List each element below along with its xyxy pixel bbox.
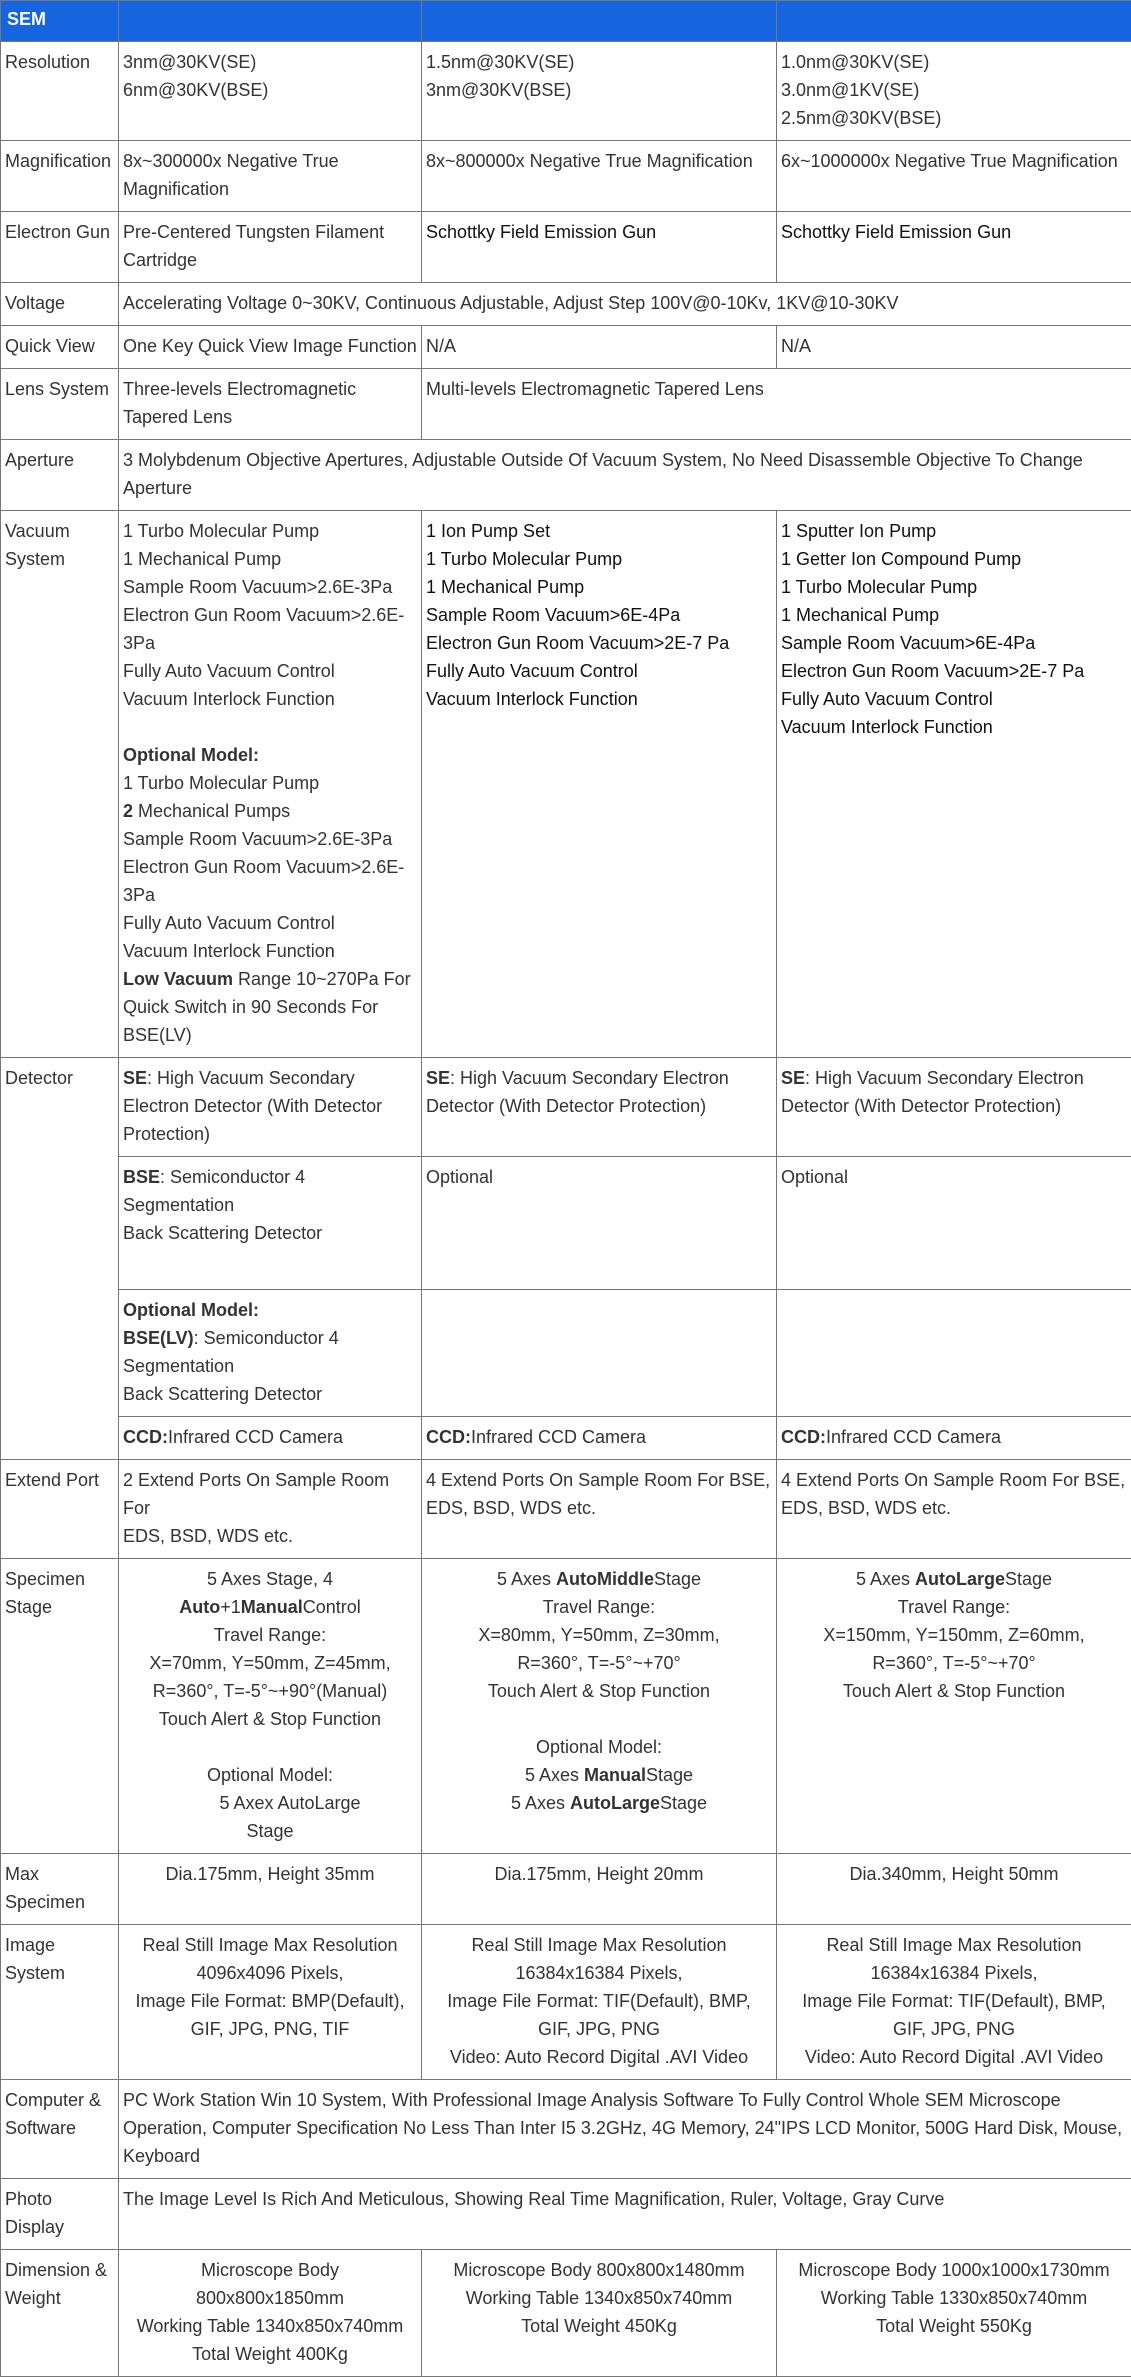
cell-model-1: 5 Axes Stage, 4 Auto+1ManualControl Travel Range: X=70mm, Y=50mm, Z=45mm, R=360°, T=-5°~+90°(Manual) Touch Alert & Stop Function Optional Model: 5 Axex AutoLarge Stage	[119, 1559, 422, 1854]
row-label: Aperture	[1, 440, 119, 511]
cell-model-2	[422, 1290, 777, 1417]
row-label: Lens System	[1, 369, 119, 440]
cell-model-1: Three-levels Electromagnetic Tapered Lens	[119, 369, 422, 440]
row-label: Detector	[1, 1058, 119, 1460]
cell-model-2: 5 Axes AutoMiddleStage Travel Range: X=80mm, Y=50mm, Z=30mm, R=360°, T=-5°~+70° Touch Alert & Stop Function Optional Model: 5 Axes ManualStage 5 Axes AutoLargeStage	[422, 1559, 777, 1854]
cell-model-3: Dia.340mm, Height 50mm	[777, 1854, 1131, 1925]
header-cell	[777, 1, 1131, 42]
cell-model-3: 5 Axes AutoLargeStage Travel Range: X=150mm, Y=150mm, Z=60mm, R=360°, T=-5°~+70° Touch Alert & Stop Function	[777, 1559, 1131, 1854]
cell-model-1: CCD:Infrared CCD Camera	[119, 1417, 422, 1460]
row-label: Resolution	[1, 42, 119, 141]
cell-model-3: N/A	[777, 326, 1131, 369]
cell-model-2: Dia.175mm, Height 20mm	[422, 1854, 777, 1925]
row-dimension-weight	[1, 2250, 1131, 2377]
cell-model-3: 1.0nm@30KV(SE) 3.0nm@1KV(SE) 2.5nm@30KV(BSE)	[777, 42, 1131, 141]
cell-all-models: Accelerating Voltage 0~30KV, Continuous Adjustable, Adjust Step 100V@0-10Kv, 1KV@10-30KV	[119, 283, 1131, 326]
row-quick-view	[1, 326, 1131, 369]
cell-model-2: Microscope Body 800x800x1480mm Working Table 1340x850x740mm Total Weight 450Kg	[422, 2250, 777, 2377]
cell-model-3: CCD:Infrared CCD Camera	[777, 1417, 1131, 1460]
row-detector-se	[1, 1058, 1131, 1157]
cell-model-2: 8x~800000x Negative True Magnification	[422, 141, 777, 212]
cell-model-2: 1 Ion Pump Set 1 Turbo Molecular Pump 1 Mechanical Pump Sample Room Vacuum>6E-4Pa Electron Gun Room Vacuum>2E-7 Pa Fully Auto Vacuum Control Vacuum Interlock Function	[422, 511, 777, 1058]
cell-model-1: 3nm@30KV(SE) 6nm@30KV(BSE)	[119, 42, 422, 141]
cell-all-models: 3 Molybdenum Objective Apertures, Adjustable Outside Of Vacuum System, No Need Disassemble Objective To Change Aperture	[119, 440, 1131, 511]
row-vacuum-system	[1, 511, 1131, 1058]
cell-model-1: 8x~300000x Negative True Magnification	[119, 141, 422, 212]
row-resolution	[1, 42, 1131, 141]
cell-all-models: PC Work Station Win 10 System, With Professional Image Analysis Software To Fully Control Whole SEM Microscope Operation, Computer Specification No Less Than Inter I5 3.2GHz, 4G Memory, 24"IPS LCD Monitor, 500G Hard Disk, Mouse, Keyboard	[119, 2080, 1131, 2179]
cell-model-1: One Key Quick View Image Function	[119, 326, 422, 369]
header-cell	[422, 1, 777, 42]
row-lens-system	[1, 369, 1131, 440]
row-label: Vacuum System	[1, 511, 119, 1058]
row-max-specimen	[1, 1854, 1131, 1925]
header-title: SEM	[1, 1, 119, 42]
cell-model-2: Schottky Field Emission Gun	[422, 212, 777, 283]
cell-model-3: Optional	[777, 1157, 1131, 1290]
row-magnification	[1, 141, 1131, 212]
row-aperture	[1, 440, 1131, 511]
cell-model-3: SE: High Vacuum Secondary Electron Detector (With Detector Protection)	[777, 1058, 1131, 1157]
cell-model-1: Microscope Body 800x800x1850mm Working Table 1340x850x740mm Total Weight 400Kg	[119, 2250, 422, 2377]
cell-model-1: 1 Turbo Molecular Pump 1 Mechanical Pump Sample Room Vacuum>2.6E-3Pa Electron Gun Room Vacuum>2.6E-3Pa Fully Auto Vacuum Control Vacuum Interlock Function Optional Model: 1 Turbo Molecular Pump 2 Mechanical Pumps Sample Room Vacuum>2.6E-3Pa Electron Gun Room Vacuum>2.6E-3Pa Fully Auto Vacuum Control Vacuum Interlock Function Low Vacuum Range 10~270Pa For Quick Switch in 90 Seconds For BSE(LV)	[119, 511, 422, 1058]
cell-model-1: BSE: Semiconductor 4 Segmentation Back Scattering Detector	[119, 1157, 422, 1290]
cell-model-1: SE: High Vacuum Secondary Electron Detector (With Detector Protection)	[119, 1058, 422, 1157]
row-label: Electron Gun	[1, 212, 119, 283]
cell-model-1: 2 Extend Ports On Sample Room For EDS, BSD, WDS etc.	[119, 1460, 422, 1559]
row-detector-optional	[1, 1290, 1131, 1417]
row-label: Quick View	[1, 326, 119, 369]
cell-model-2: SE: High Vacuum Secondary Electron Detector (With Detector Protection)	[422, 1058, 777, 1157]
row-detector-bse	[1, 1157, 1131, 1290]
row-computer-software	[1, 2080, 1131, 2179]
cell-model-2: 1.5nm@30KV(SE) 3nm@30KV(BSE)	[422, 42, 777, 141]
row-label: Extend Port	[1, 1460, 119, 1559]
cell-model-3: 6x~1000000x Negative True Magnification	[777, 141, 1131, 212]
row-extend-port	[1, 1460, 1131, 1559]
optional-title: Optional Model:	[123, 741, 417, 769]
cell-model-1: Dia.175mm, Height 35mm	[119, 1854, 422, 1925]
row-electron-gun	[1, 212, 1131, 283]
cell-model-1: Optional Model: BSE(LV): Semiconductor 4 Segmentation Back Scattering Detector	[119, 1290, 422, 1417]
row-label: Photo Display	[1, 2179, 119, 2250]
row-label: Computer & Software	[1, 2080, 119, 2179]
row-label: Magnification	[1, 141, 119, 212]
cell-all-models: The Image Level Is Rich And Meticulous, Showing Real Time Magnification, Ruler, Voltage, Gray Curve	[119, 2179, 1131, 2250]
header-row	[1, 1, 1131, 42]
row-label: Dimension & Weight	[1, 2250, 119, 2377]
header-cell	[119, 1, 422, 42]
cell-model-3: 4 Extend Ports On Sample Room For BSE, EDS, BSD, WDS etc.	[777, 1460, 1131, 1559]
cell-model-2: 4 Extend Ports On Sample Room For BSE, EDS, BSD, WDS etc.	[422, 1460, 777, 1559]
row-image-system	[1, 1925, 1131, 2080]
cell-model-3: Schottky Field Emission Gun	[777, 212, 1131, 283]
cell-model-3	[777, 1290, 1131, 1417]
cell-model-2: Real Still Image Max Resolution 16384x16384 Pixels, Image File Format: TIF(Default), BMP, GIF, JPG, PNG Video: Auto Record Digital .AVI Video	[422, 1925, 777, 2080]
cell-model-3: Real Still Image Max Resolution 16384x16384 Pixels, Image File Format: TIF(Default), BMP, GIF, JPG, PNG Video: Auto Record Digital .AVI Video	[777, 1925, 1131, 2080]
row-voltage	[1, 283, 1131, 326]
row-detector-ccd	[1, 1417, 1131, 1460]
cell-model-3: Microscope Body 1000x1000x1730mm Working Table 1330x850x740mm Total Weight 550Kg	[777, 2250, 1131, 2377]
cell-model-1: Real Still Image Max Resolution 4096x4096 Pixels, Image File Format: BMP(Default), GIF, JPG, PNG, TIF	[119, 1925, 422, 2080]
row-label: Max Specimen	[1, 1854, 119, 1925]
cell-model-3: 1 Sputter Ion Pump 1 Getter Ion Compound Pump 1 Turbo Molecular Pump 1 Mechanical Pump Sample Room Vacuum>6E-4Pa Electron Gun Room Vacuum>2E-7 Pa Fully Auto Vacuum Control Vacuum Interlock Function	[777, 511, 1131, 1058]
cell-model-2: CCD:Infrared CCD Camera	[422, 1417, 777, 1460]
cell-model-2: Optional	[422, 1157, 777, 1290]
row-label: Image System	[1, 1925, 119, 2080]
row-label: Specimen Stage	[1, 1559, 119, 1854]
cell-model-2-3: Multi-levels Electromagnetic Tapered Lens	[422, 369, 1131, 440]
cell-model-2: N/A	[422, 326, 777, 369]
row-label: Voltage	[1, 283, 119, 326]
row-photo-display	[1, 2179, 1131, 2250]
row-specimen-stage	[1, 1559, 1131, 1854]
cell-model-1: Pre-Centered Tungsten Filament Cartridge	[119, 212, 422, 283]
